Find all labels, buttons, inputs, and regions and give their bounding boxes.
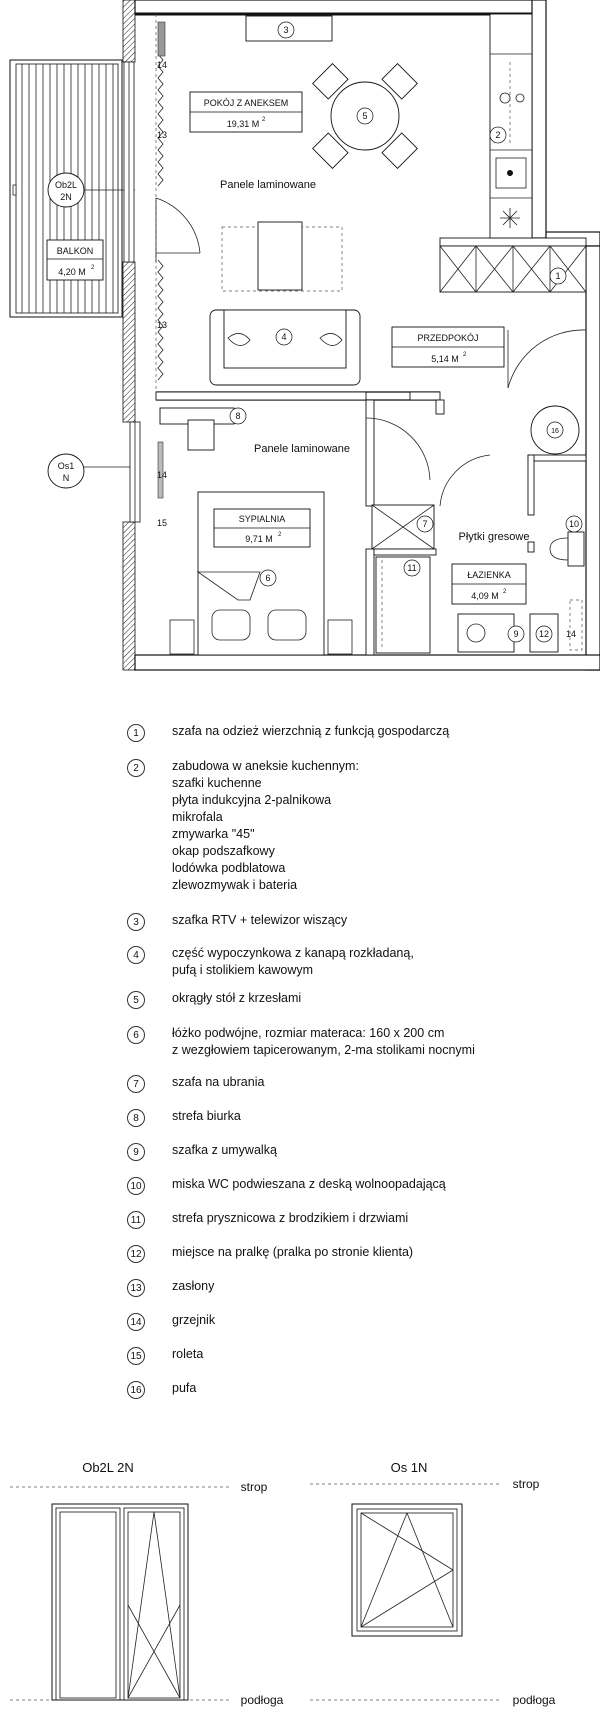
legend-line: zlewozmywak i bateria bbox=[172, 878, 298, 892]
legend-line: mikrofala bbox=[172, 810, 223, 824]
legend-line: miska WC podwieszana z deską wolnoopadającą bbox=[172, 1177, 446, 1191]
legend-number-15: 15 bbox=[127, 1347, 145, 1365]
legend-text-8 bbox=[172, 1108, 241, 1125]
elevation-ob2l-title: Ob2L 2N bbox=[82, 1460, 134, 1475]
bedroom-door-swing bbox=[366, 418, 430, 480]
svg-text:5,14 M: 5,14 M bbox=[431, 354, 459, 364]
svg-text:2: 2 bbox=[278, 532, 282, 538]
svg-text:N: N bbox=[62, 473, 70, 483]
marker-13-a bbox=[157, 130, 167, 140]
legend-text-5 bbox=[172, 990, 301, 1007]
svg-text:19,31 M: 19,31 M bbox=[226, 119, 260, 129]
svg-text:2: 2 bbox=[495, 130, 501, 140]
marker-7 bbox=[417, 516, 433, 532]
legend-text-6 bbox=[172, 1025, 475, 1059]
legend-line: szafka RTV + telewizor wiszący bbox=[172, 913, 348, 927]
elevation-ob2l-top: strop bbox=[240, 1480, 268, 1494]
svg-text:8: 8 bbox=[235, 411, 241, 421]
svg-text:16: 16 bbox=[551, 428, 559, 435]
legend-line: łóżko podwójne, rozmiar materaca: 160 x 200 cm bbox=[172, 1026, 445, 1040]
legend-line: miejsce na pralkę (pralka po stronie klienta) bbox=[172, 1245, 414, 1259]
curtains bbox=[156, 22, 168, 498]
marker-6 bbox=[260, 570, 276, 586]
legend-number-12: 12 bbox=[127, 1245, 145, 1263]
svg-text:2N: 2N bbox=[60, 192, 72, 202]
legend-text-14 bbox=[172, 1312, 215, 1329]
legend-number-10: 10 bbox=[127, 1177, 145, 1195]
legend-text-4 bbox=[172, 945, 414, 979]
bathroom-door-swing bbox=[440, 455, 490, 506]
entrance-door-swing bbox=[508, 330, 586, 388]
svg-text:5: 5 bbox=[362, 111, 368, 121]
svg-text:13: 13 bbox=[156, 130, 168, 140]
legend-line: strefa prysznicowa z brodzikiem i drzwiami bbox=[172, 1211, 409, 1225]
window-tag-os1 bbox=[48, 454, 140, 488]
washbasin bbox=[458, 614, 514, 652]
svg-text:Ob2L: Ob2L bbox=[54, 180, 78, 190]
room-label-living bbox=[190, 92, 302, 132]
marker-1 bbox=[550, 268, 566, 284]
marker-3 bbox=[278, 22, 294, 38]
legend-number-1: 1 bbox=[127, 724, 145, 742]
marker-5 bbox=[357, 108, 373, 124]
legend-text-1 bbox=[172, 723, 449, 740]
legend-line: część wypoczynkowa z kanapą rozkładaną, bbox=[172, 946, 414, 960]
svg-text:1: 1 bbox=[555, 271, 561, 281]
elevation-ob2l bbox=[10, 1460, 284, 1707]
sofa-area bbox=[210, 222, 360, 385]
legend-line: strefa biurka bbox=[172, 1109, 241, 1123]
svg-text:3: 3 bbox=[283, 25, 289, 35]
legend-line: szafa na odzież wierzchnią z funkcją gospodarczą bbox=[172, 724, 450, 738]
legend-text-12 bbox=[172, 1244, 413, 1261]
legend-text-7 bbox=[172, 1074, 264, 1091]
legend-line: roleta bbox=[172, 1347, 204, 1361]
marker-4 bbox=[276, 329, 292, 345]
svg-text:14: 14 bbox=[565, 629, 577, 639]
legend-number-8: 8 bbox=[127, 1109, 145, 1127]
legend-number-16: 16 bbox=[127, 1381, 145, 1399]
legend-text-9 bbox=[172, 1142, 277, 1159]
legend-text-15 bbox=[172, 1346, 203, 1363]
legend-line: szafki kuchenne bbox=[172, 776, 262, 790]
legend-number-6: 6 bbox=[127, 1026, 145, 1044]
floor-plan bbox=[0, 0, 600, 690]
legend-text-3 bbox=[172, 912, 347, 929]
legend-line: szafka z umywalką bbox=[172, 1143, 277, 1157]
balcony-label bbox=[47, 240, 103, 280]
legend-line: okrągły stół z krzesłami bbox=[172, 991, 302, 1005]
legend-text-16 bbox=[172, 1380, 196, 1397]
svg-text:15: 15 bbox=[156, 518, 168, 528]
svg-text:7: 7 bbox=[422, 519, 428, 529]
marker-9 bbox=[508, 626, 524, 642]
svg-text:13: 13 bbox=[156, 320, 168, 330]
legend-number-9: 9 bbox=[127, 1143, 145, 1161]
marker-14-c bbox=[566, 629, 576, 639]
svg-text:POKÓJ Z ANEKSEM: POKÓJ Z ANEKSEM bbox=[203, 98, 289, 108]
legend-text-13 bbox=[172, 1278, 214, 1295]
legend-number-7: 7 bbox=[127, 1075, 145, 1093]
kitchen-unit bbox=[490, 14, 532, 238]
marker-14-b bbox=[157, 470, 167, 480]
wardrobe-hall bbox=[440, 246, 586, 292]
floor-label-bathroom: Płytki gresowe bbox=[458, 531, 530, 543]
marker-13-b bbox=[157, 320, 167, 330]
floor-label-bedroom: Panele laminowane bbox=[253, 443, 351, 455]
marker-11 bbox=[404, 560, 420, 576]
svg-text:Os1: Os1 bbox=[57, 461, 75, 471]
svg-text:9: 9 bbox=[513, 629, 519, 639]
legend-text-2 bbox=[172, 758, 359, 894]
legend-number-14: 14 bbox=[127, 1313, 145, 1331]
legend-number-11: 11 bbox=[127, 1211, 145, 1229]
svg-text:PRZEDPOKÓJ: PRZEDPOKÓJ bbox=[417, 333, 479, 343]
marker-14-a bbox=[157, 60, 167, 70]
elevation-os1-top: strop bbox=[512, 1477, 540, 1491]
balcony-area: 4,20 M bbox=[58, 267, 86, 277]
legend-number-5: 5 bbox=[127, 991, 145, 1009]
legend-line: okap podszafkowy bbox=[172, 844, 275, 858]
legend-line: zasłony bbox=[172, 1279, 215, 1293]
marker-16 bbox=[547, 422, 563, 438]
svg-text:2: 2 bbox=[91, 265, 95, 271]
svg-text:SYPIALNIA: SYPIALNIA bbox=[238, 514, 286, 524]
legend-line: zmywarka "45" bbox=[172, 827, 255, 841]
elevation-os1-title: Os 1N bbox=[390, 1460, 428, 1475]
svg-text:6: 6 bbox=[265, 573, 271, 583]
marker-10 bbox=[566, 516, 582, 532]
svg-text:4: 4 bbox=[281, 332, 287, 342]
desk bbox=[160, 408, 234, 450]
marker-2 bbox=[490, 127, 506, 143]
legend-line: pufa bbox=[172, 1381, 197, 1395]
marker-8 bbox=[230, 408, 246, 424]
legend-text-11 bbox=[172, 1210, 408, 1227]
svg-text:14: 14 bbox=[156, 470, 168, 480]
floor-label-living: Panele laminowane bbox=[219, 179, 317, 191]
marker-12 bbox=[536, 626, 552, 642]
svg-text:14: 14 bbox=[156, 60, 168, 70]
svg-text:9,71 M: 9,71 M bbox=[245, 534, 273, 544]
room-label-bedroom bbox=[214, 509, 310, 547]
legend-number-2: 2 bbox=[127, 759, 145, 777]
elevation-os1 bbox=[310, 1460, 556, 1707]
svg-text:2: 2 bbox=[503, 589, 507, 595]
svg-text:ŁAZIENKA: ŁAZIENKA bbox=[467, 570, 511, 580]
legend-number-3: 3 bbox=[127, 913, 145, 931]
svg-text:12: 12 bbox=[538, 629, 550, 639]
room-label-hall bbox=[392, 327, 504, 367]
marker-15 bbox=[157, 518, 167, 528]
legend-line: szafa na ubrania bbox=[172, 1075, 265, 1089]
elevation-ob2l-bottom: podłoga bbox=[240, 1693, 284, 1707]
legend-line: grzejnik bbox=[172, 1313, 216, 1327]
svg-text:10: 10 bbox=[568, 519, 580, 529]
svg-text:2: 2 bbox=[262, 117, 266, 123]
legend-line: zabudowa w aneksie kuchennym: bbox=[172, 759, 359, 773]
legend-line: z wezgłowiem tapicerowanym, 2-ma stolikami nocnymi bbox=[172, 1043, 475, 1057]
svg-text:2: 2 bbox=[463, 352, 467, 358]
radiator-bath bbox=[570, 600, 582, 650]
balcony-name: BALKON bbox=[56, 246, 94, 256]
elevation-os1-bottom: podłoga bbox=[512, 1693, 556, 1707]
legend-line: pufą i stolikiem kawowym bbox=[172, 963, 314, 977]
legend-line: płyta indukcyjna 2-palnikowa bbox=[172, 793, 332, 807]
wc bbox=[550, 532, 584, 566]
shower bbox=[376, 557, 430, 653]
legend-number-4: 4 bbox=[127, 946, 145, 964]
svg-text:11: 11 bbox=[407, 563, 417, 573]
room-label-bathroom bbox=[452, 564, 526, 604]
legend-number-13: 13 bbox=[127, 1279, 145, 1297]
legend-text-10 bbox=[172, 1176, 446, 1193]
svg-text:4,09 M: 4,09 M bbox=[471, 591, 499, 601]
window-elevations bbox=[0, 1460, 600, 1710]
legend-line: lodówka podblatowa bbox=[172, 861, 286, 875]
balcony-door-swing bbox=[156, 198, 200, 262]
